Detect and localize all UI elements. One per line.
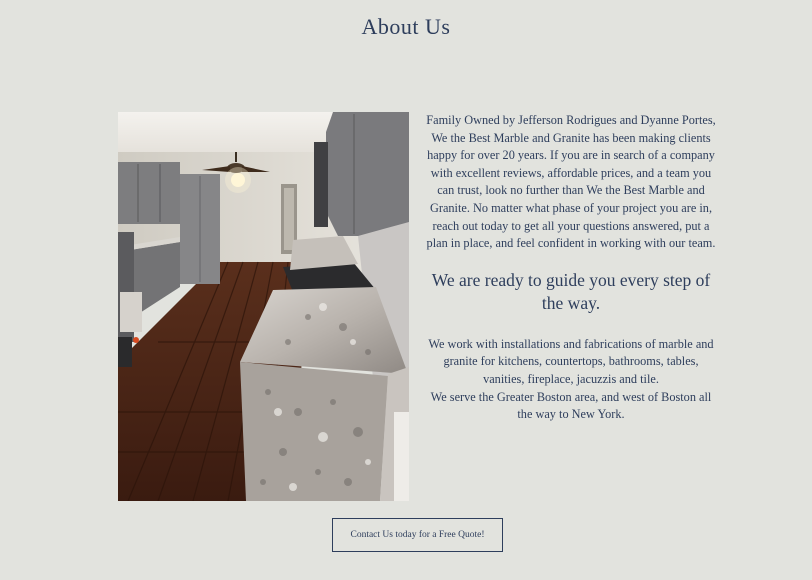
services-paragraph xyxy=(424,336,718,424)
about-text-column xyxy=(424,112,718,424)
intro-paragraph: Family Owned by Jefferson Rodrigues and Dyanne Portes, We the Best Marble and Granite has been making clients happy for over 20 years. If you are in search of a company with excellent reviews, affordable prices, and a team you can trust, look no further than We the Best Marble and Granite. No matter what phase of your project you are in, reach out today to get all your questions answered, put a plan in place, and feel confident in working with our team. xyxy=(426,113,716,251)
service-area-text: We serve the Greater Boston area, and west of Boston all the way to New York. xyxy=(430,389,712,422)
services-text: We work with installations and fabrications of marble and granite for kitchens, countertops, bathrooms, tables, vanities, fireplace, jacuzzis and tile. xyxy=(428,336,714,386)
section-headline: We are ready to guide you every step of the way. xyxy=(431,269,711,313)
kitchen-photo xyxy=(118,112,409,501)
contact-quote-button[interactable]: Contact Us today for a Free Quote! xyxy=(332,518,503,552)
page-title: About Us xyxy=(361,14,451,39)
